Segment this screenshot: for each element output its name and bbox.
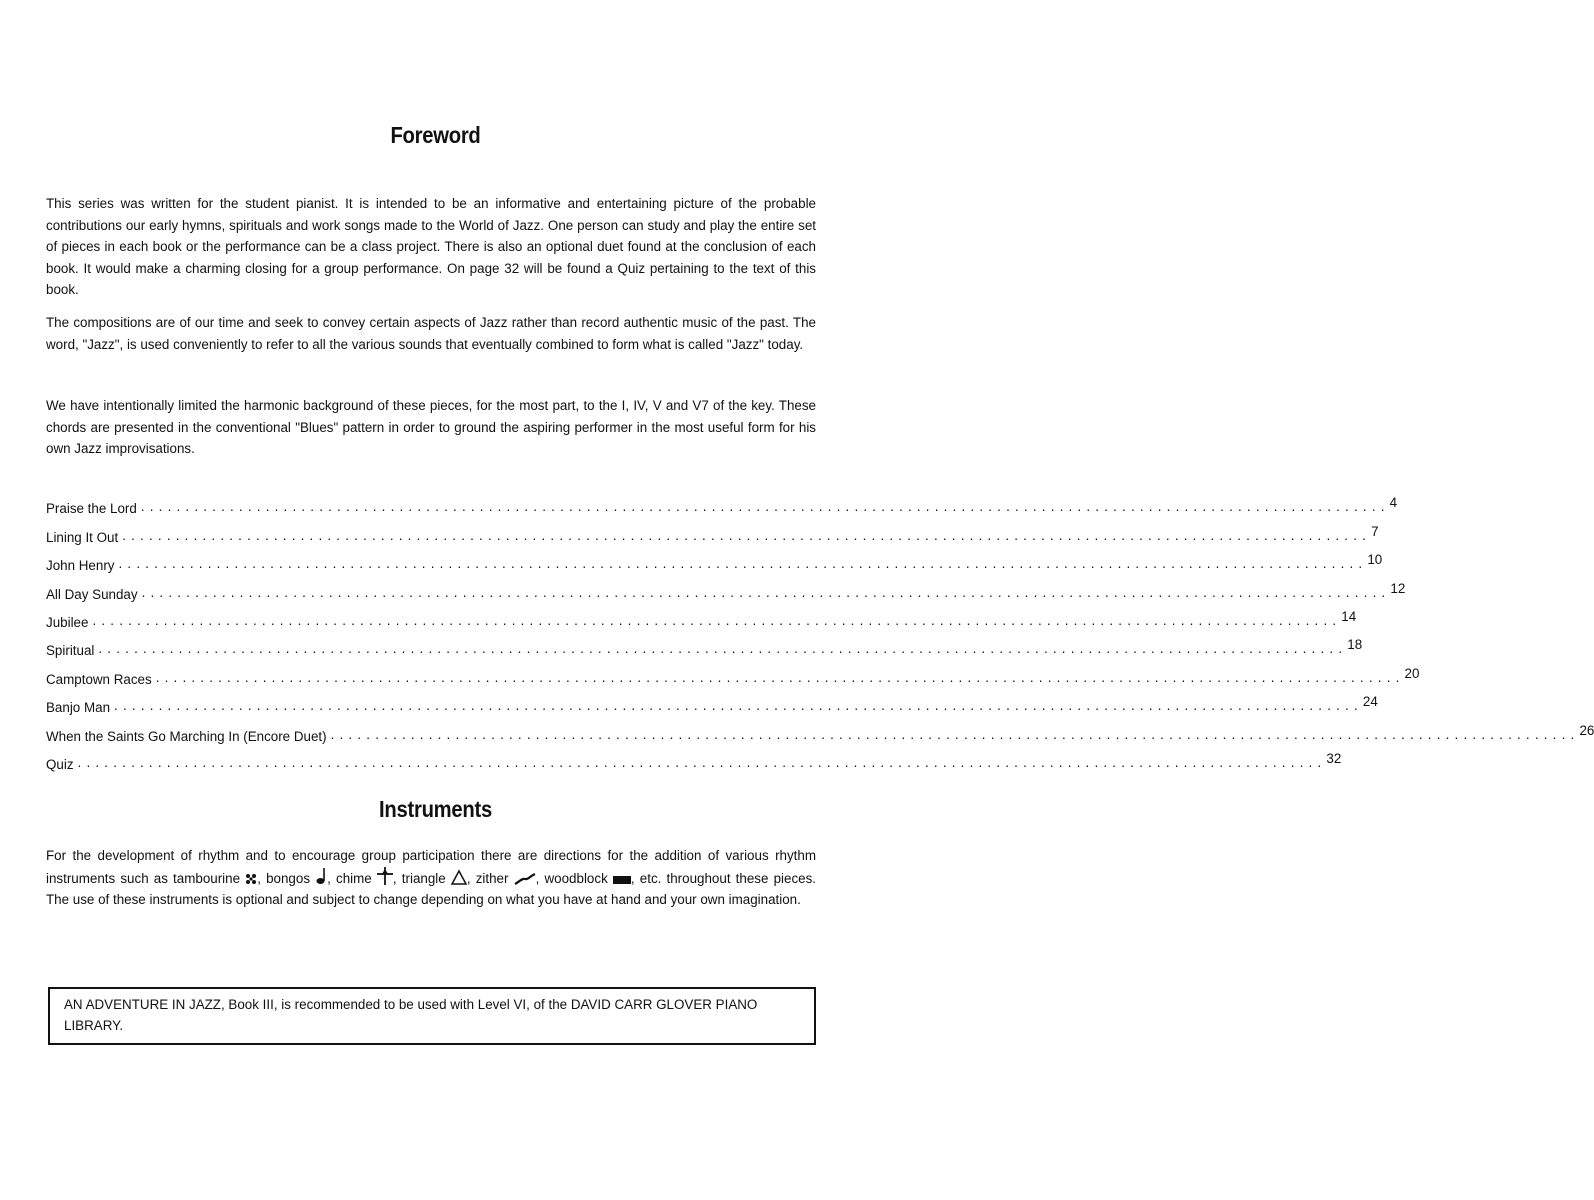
chime-icon: [377, 867, 393, 885]
toc-row: [46, 602, 1357, 630]
instruments-text: , triangle: [392, 870, 446, 886]
instruments-text: , etc. throughout these pieces. The use of these instruments is optional and subject to change depending on what you have at hand and your own imagination.: [46, 870, 817, 907]
foreword-paragraph-2: The compositions are of our time and seek to convey certain aspects of Jazz rather than record authentic music of the past. The word, "Jazz", is used conveniently to refer to all the various sounds that eventually combined to form what is called "Jazz" today.: [46, 315, 816, 352]
toc-row: [46, 573, 1406, 602]
toc-leader-dots: ............................................................................................................................................: [155, 669, 1405, 685]
toc-page-number: 24: [1362, 694, 1378, 710]
toc-row: [46, 630, 1363, 659]
toc-row: [46, 744, 1342, 772]
woodblock-icon: [613, 875, 631, 885]
toc-page-number: 32: [1326, 750, 1342, 766]
toc-leader-dots: ............................................................................................................................................: [92, 612, 1342, 628]
toc-page-number: 18: [1347, 637, 1363, 653]
toc-row: [46, 715, 1594, 744]
instruments-text: For the development of rhythm and to encourage group participation there are directions for the addition of various rhythm instruments such as tambourine: [46, 848, 816, 886]
instruments-text: , bongos: [257, 870, 311, 886]
toc-title: All Day Sunday: [46, 586, 138, 602]
toc-leader-dots: ............................................................................................................................................: [98, 641, 1348, 657]
toc-title: Banjo Man: [46, 700, 111, 716]
toc-title: John Henry: [46, 558, 115, 574]
toc-page-number: 10: [1367, 552, 1383, 568]
instruments-paragraph: [46, 845, 816, 911]
toc-title: Camptown Races: [46, 671, 152, 687]
instruments-text: , zither: [466, 870, 509, 886]
toc-page-number: 26: [1579, 722, 1594, 738]
toc-title: When the Saints Go Marching In (Encore Duet): [46, 728, 327, 744]
toc-page-number: 14: [1341, 608, 1357, 624]
toc-title: Lining It Out: [46, 529, 119, 545]
table-of-contents: [46, 488, 1594, 772]
toc-leader-dots: ............................................................................................................................................: [141, 584, 1391, 600]
instruments-text: , woodblock: [535, 870, 608, 886]
toc-leader-dots: ............................................................................................................................................: [114, 698, 1363, 714]
toc-leader-dots: ............................................................................................................................................: [118, 556, 1368, 572]
toc-page-number: 4: [1389, 495, 1398, 511]
toc-page-number: 12: [1390, 580, 1406, 596]
zither-icon: [514, 873, 536, 885]
toc-row: [46, 658, 1420, 687]
toc-row: [46, 516, 1379, 545]
toc-leader-dots: ............................................................................................................................................: [77, 754, 1327, 770]
toc-leader-dots: ............................................................................................................................................: [140, 499, 1390, 515]
foreword-paragraph-1: This series was written for the student pianist. It is intended to be an informative and entertaining picture of the probable contributions our early hymns, spirituals and work songs made to the World of Jazz. One person can study and play the entire set of pieces in each book or the performance can be a class project. There is also an optional duet found at the conclusion of each book. It would make a charming closing for a group performance. On page 32 will be found a Quiz pertaining to the text of this book.: [46, 196, 816, 297]
bongos-icon: [315, 867, 327, 885]
tambourine-icon: [245, 873, 257, 885]
toc-page-number: 20: [1404, 665, 1420, 681]
recommendation-note: [48, 987, 816, 1045]
instruments-text: , chime: [327, 870, 372, 886]
toc-row: [46, 687, 1378, 716]
toc-title: Praise the Lord: [46, 501, 137, 517]
toc-title: Jubilee: [46, 614, 89, 630]
toc-leader-dots: ............................................................................................................................................: [330, 726, 1580, 742]
instruments-title: Instruments: [379, 796, 492, 822]
foreword-title: Foreword: [390, 122, 481, 148]
toc-row: [46, 488, 1398, 517]
toc-page-number: 7: [1371, 523, 1379, 539]
toc-title: Spiritual: [46, 643, 95, 659]
foreword-paragraph-3: We have intentionally limited the harmonic background of these pieces, for the most part, to the I, IV, V and V7 of the key. These chords are presented in the conventional "Blues" pattern in order to ground the aspiring performer in the most useful form for his own Jazz improvisations.: [46, 398, 816, 456]
triangle-icon: [451, 870, 467, 885]
recommendation-text: AN ADVENTURE IN JAZZ, Book III, is recommended to be used with Level VI, of the DAVID CARR GLOVER PIANO LIBRARY.: [64, 997, 758, 1033]
toc-leader-dots: ............................................................................................................................................: [122, 527, 1372, 543]
toc-row: [46, 545, 1383, 574]
toc-title: Quiz: [46, 756, 74, 772]
